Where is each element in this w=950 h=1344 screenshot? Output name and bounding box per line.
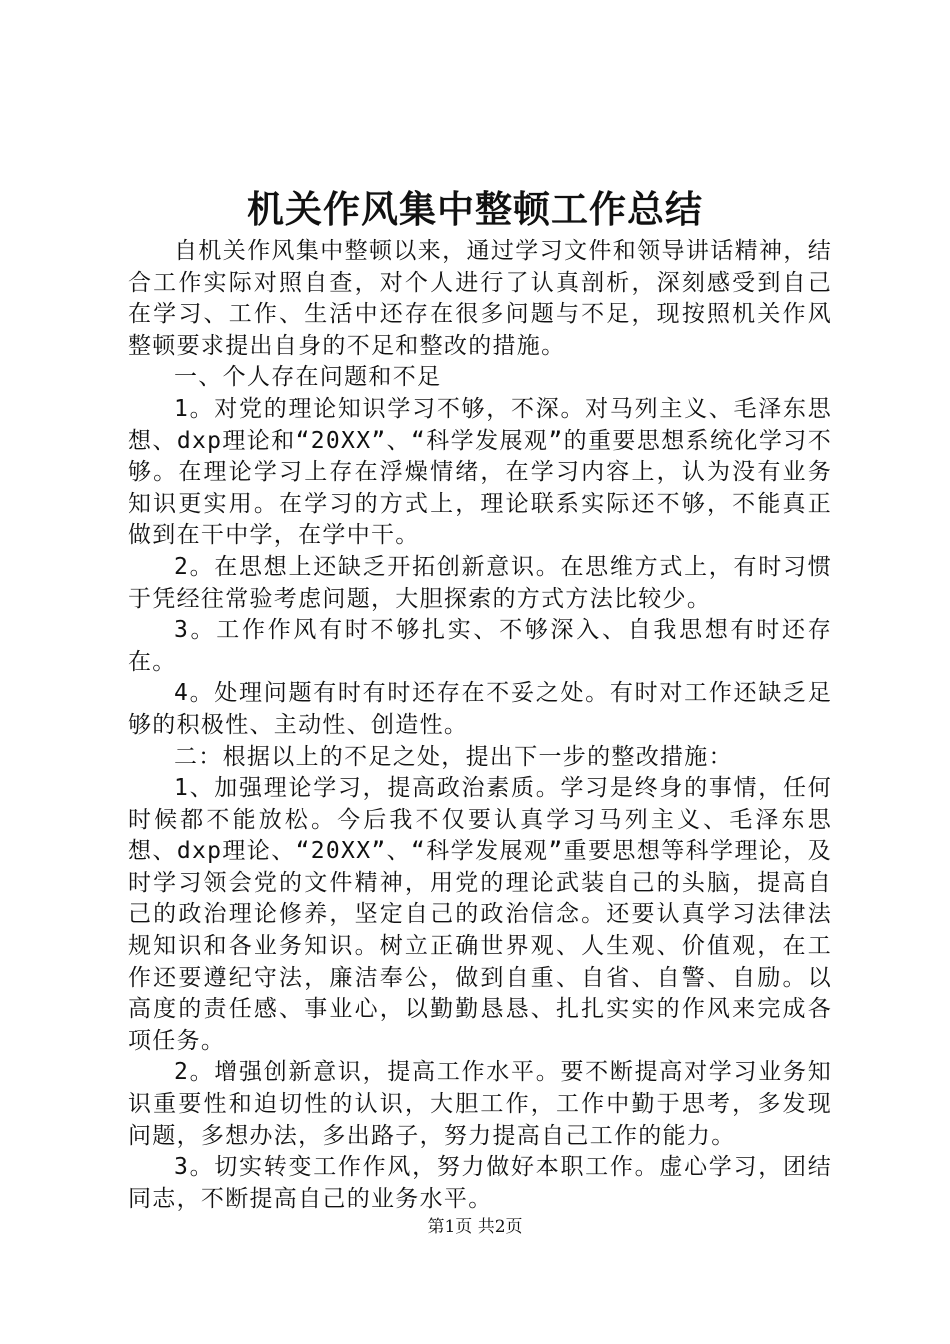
document-title: 机关作风集中整顿工作总结 [247, 187, 703, 231]
section-heading-problems: 一、个人存在问题和不足 [174, 364, 442, 391]
paragraph-problem-2: 2。在思想上还缺乏开拓创新意识。在思维方式上，有时习惯于凭经往常验考虑问题，大胆探索的方式方法比较少。 [128, 553, 832, 612]
paragraph-measure-3: 3。切实转变工作作风，努力做好本职工作。虚心学习，团结同志，不断提高自己的业务水平。 [128, 1154, 832, 1212]
paragraph-measure-2: 2。增强创新意识，提高工作水平。要不断提高对学习业务知识重要性和迫切性的认识，大胆工作，工作中勤于思考，多发现问题，多想办法，多出路子，努力提高自己工作的能力。 [128, 1059, 832, 1149]
paragraph-problem-3: 3。工作作风有时不够扎实、不够深入、自我思想有时还存在。 [128, 617, 832, 675]
document-body [128, 236, 832, 1215]
paragraph-intro: 自机关作风集中整顿以来，通过学习文件和领导讲话精神，结合工作实际对照自查，对个人进行了认真剖析，深刻感受到自己在学习、工作、生活中还存在很多问题与不足，现按照机关作风整顿要求提出自身的不足和整改的措施。 [128, 238, 832, 359]
page-footer: 第1页 共2页 [427, 1217, 523, 1237]
section-heading-measures: 二：根据以上的不足之处，提出下一步的整改措施： [174, 743, 733, 770]
paragraph-measure-1: 1、加强理论学习，提高政治素质。学习是终身的事情，任何时候都不能放松。今后我不仅要认真学习马列主义、毛泽东思想、dxp理论、“20XX”、“科学发展观”重要思想等科学理论，及时学习领会党的文件精神，用党的理论武装自己的头脑，提高自己的政治理论修养，坚定自己的政治信念。还要认真学习法律法规知识和各业务知识。树立正确世界观、人生观、价值观，在工作还要遵纪守法，廉洁奉公，做到自重、自省、自警、自励。以高度的责任感、事业心，以勤勤恳恳、扎扎实实的作风来完成各项任务。 [128, 775, 832, 1054]
paragraph-problem-4: 4。处理问题有时有时还存在不妥之处。有时对工作还缺乏足够的积极性、主动性、创造性。 [128, 680, 832, 738]
paragraph-problem-1: 1。对党的理论知识学习不够，不深。对马列主义、毛泽东思想、dxp理论和“20XX”、“科学发展观”的重要思想系统化学习不够。在理论学习上存在浮燥情绪，在学习内容上，认为没有业务知识更实用。在学习的方式上，理论联系实际还不够，不能真正做到在干中学，在学中干。 [128, 395, 832, 549]
